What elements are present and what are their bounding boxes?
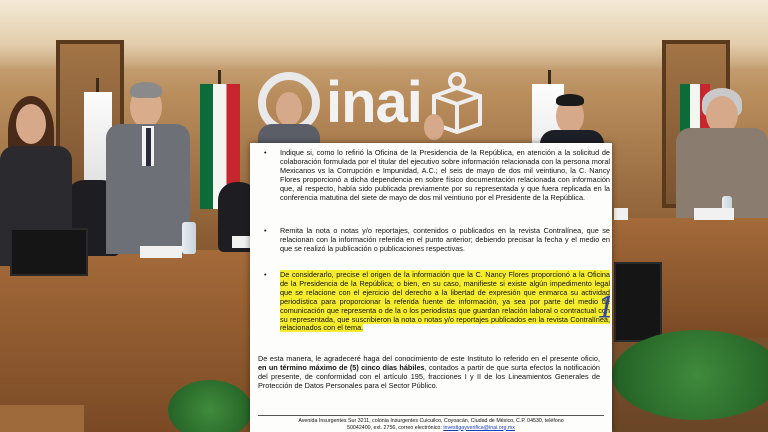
item-text: Remita la nota o notas y/o reportajes, contenidos o publicados en la revista Contralínea, que se relacionan con la información referida en el punto anterior; debiendo precisar la fecha y el medio en que se realizó la publicación o publicaciones respectivas. (280, 226, 610, 253)
logo-wordmark: inai (326, 70, 422, 135)
nameplate (232, 236, 250, 248)
plant (168, 380, 252, 432)
closing-text: De esta manera, le agradeceré haga del conocimiento de este Instituto lo referido en el presente oficio, (258, 354, 600, 363)
footer-address: Avenida Insurgentes Sur 3211, colonia Insurgentes Cuicuilco, Coyoacán, Ciudad de México, C.P. 04530, teléfono (298, 418, 564, 424)
speaker-box (614, 262, 662, 342)
document-overlay (250, 143, 612, 432)
footer-contact (258, 425, 604, 432)
nameplate (614, 208, 628, 220)
footer-phone: 50042400, ext. 2756, correo electrónico: (347, 424, 444, 431)
laptop-screen (10, 228, 88, 276)
handwritten-mark: 1 (597, 291, 617, 326)
deadline-text: en un término máximo de (5) cinco días hábiles (258, 362, 425, 372)
list-item (264, 227, 610, 254)
water-bottle (182, 222, 196, 254)
bullet: • (264, 270, 267, 279)
item-text: Indique si, como lo refirió la Oficina de la Presidencia de la República, en atención a la solicitud de colaboración formulada por el titular del ejecutivo sobre información relacionada con la persona moral Mexicanos vs la Corrupción e Impunidad, A.C.; el seis de mayo de dos mil veintiuno, la C. Nancy Flores proporcionó a dicha dependencia en sobre físico documentación relacionada con información que, al respecto, había sido publicada previamente por su representada y que fuera replicada en la conferencia matutina del siete de mayo de dos mil veintiuno por el Presidente de la República. (280, 148, 610, 202)
closing-text-end: , contados a partir de que surta efectos la notificación del presente, de conformidad con el artículo 195, fracciones I y II de los Lineamientos Generales de Protección de Datos Personales para el Sector Público. (258, 362, 600, 390)
list-item (264, 149, 610, 202)
nameplate (140, 246, 182, 258)
bullet: • (264, 226, 267, 235)
plant (612, 330, 768, 420)
footer-email-link[interactable]: investigayverifica@inai.org.mx (443, 424, 515, 431)
desk-front (0, 405, 84, 432)
document-footer (258, 415, 604, 431)
highlighted-text: De considerarlo, precise el origen de la información que la C. Nancy Flores proporcionó a la Oficina de la Presidencia de la República; o bien, en su caso, manifieste si existe algún impedimento legal que se relacione con el ejercicio del derecho a la libertad de expresión que enmarca su actividad periodística para proporcionar la referida fuente de información, ya sea por parte del medio de comunicación que representa o de la o los periodistas que guardan relación laboral o contractual con su representada, que suscribieron la nota o notas y/o reportajes publicados en la revista Contralínea, relacionados con el tema. (280, 270, 610, 333)
bullet: • (264, 148, 267, 157)
list-item-highlighted (264, 271, 610, 333)
closing-paragraph (258, 355, 600, 391)
nameplate (694, 208, 734, 220)
